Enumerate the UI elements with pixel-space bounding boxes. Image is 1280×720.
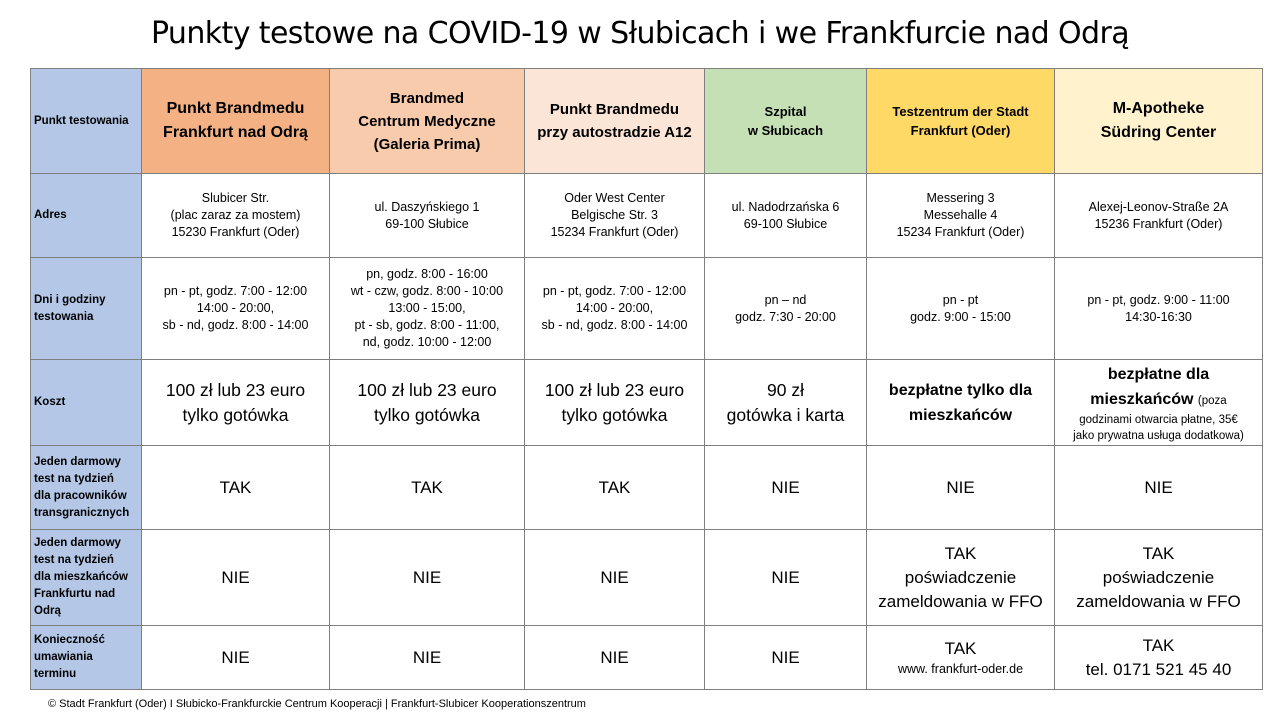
address-line: 69-100 Słubice xyxy=(743,216,828,231)
row-label-line: dla pracowników xyxy=(34,489,127,502)
address-line: Messering 3 xyxy=(926,191,995,205)
address-line: 15234 Frankfurt (Oder) xyxy=(896,225,1025,239)
col5-residents xyxy=(867,530,1055,626)
col2-name-line: (Galeria Prima) xyxy=(373,135,481,153)
hours-line: godz. 7:30 - 20:00 xyxy=(735,309,836,324)
row-label-line: terminu xyxy=(34,668,77,680)
cost-note: (poza xyxy=(1197,394,1227,407)
residents-line: TAK xyxy=(1142,543,1175,563)
row-label-line: testowania xyxy=(34,310,94,323)
col2-name-line: Centrum Medyczne xyxy=(358,112,496,130)
col1-residents: NIE xyxy=(142,530,330,626)
col6-residents xyxy=(1055,530,1263,626)
row-label-line: Odrą xyxy=(34,605,61,617)
col6-name-line: Südring Center xyxy=(1100,124,1217,141)
address-line: 15234 Frankfurt (Oder) xyxy=(550,225,679,239)
address-line: (plac zaraz za mostem) xyxy=(170,208,301,222)
cost-line: tylko gotówka xyxy=(373,404,481,425)
hours-line: pn - pt, godz. 7:00 - 12:00 xyxy=(542,284,687,298)
address-line: ul. Nadodrzańska 6 xyxy=(731,199,840,214)
row-umawianie xyxy=(31,626,1263,690)
row-label-line: Frankfurtu nad xyxy=(34,588,116,600)
cost-line: mieszkańców xyxy=(1090,390,1194,408)
col4-address xyxy=(705,174,867,258)
hours-line: godz. 9:00 - 15:00 xyxy=(910,309,1011,324)
col2-appointment: NIE xyxy=(330,626,525,690)
col2-name-line: Brandmed xyxy=(389,89,465,107)
row-label-line: Jeden darmowy xyxy=(34,537,121,549)
row-label-line: test na tydzień xyxy=(34,554,114,566)
row-label-line: transgranicznych xyxy=(34,506,130,519)
row-dni xyxy=(31,258,1263,360)
residents-line: poświadczenie xyxy=(904,567,1017,587)
col6-appointment xyxy=(1055,626,1263,690)
col3-residents: NIE xyxy=(525,530,705,626)
hours-line: 14:30-16:30 xyxy=(1125,309,1192,324)
col6-workers: NIE xyxy=(1055,446,1263,530)
row-label-punkt: Punkt testowania xyxy=(31,69,142,174)
col4-hours xyxy=(705,258,867,360)
col2-cost xyxy=(330,360,525,446)
col5-name-line: Testzentrum der Stadt xyxy=(892,104,1029,119)
col6-hours xyxy=(1055,258,1263,360)
col1-appointment: NIE xyxy=(142,626,330,690)
appointment-line: TAK xyxy=(1142,635,1175,655)
col2-hours xyxy=(330,258,525,360)
address-line: ul. Daszyńskiego 1 xyxy=(374,199,480,214)
cost-line: bezpłatne tylko dla xyxy=(888,381,1033,399)
hours-line: nd, godz. 10:00 - 12:00 xyxy=(362,335,492,349)
test-points-table xyxy=(30,68,1263,690)
col1-name xyxy=(142,69,330,174)
col5-name xyxy=(867,69,1055,174)
col5-cost xyxy=(867,360,1055,446)
col1-name-line: Punkt Brandmedu xyxy=(166,100,305,117)
residents-line: zameldowania w FFO xyxy=(878,591,1043,611)
col4-cost xyxy=(705,360,867,446)
row-adres xyxy=(31,174,1263,258)
hours-line: pn - pt, godz. 9:00 - 11:00 xyxy=(1087,292,1230,307)
row-label-umawianie xyxy=(31,626,142,690)
row-label-line: dla mieszkańców xyxy=(34,571,128,583)
row-pracownicy xyxy=(31,446,1263,530)
hours-line: 13:00 - 15:00, xyxy=(388,301,466,315)
col5-appointment xyxy=(867,626,1055,690)
col3-hours xyxy=(525,258,705,360)
address-line: Slubicer Str. xyxy=(201,191,270,205)
col1-name-line: Frankfurt nad Odrą xyxy=(163,124,308,141)
col5-workers: NIE xyxy=(867,446,1055,530)
col2-workers: TAK xyxy=(330,446,525,530)
hours-line: pn – nd xyxy=(764,292,807,307)
address-line: 15236 Frankfurt (Oder) xyxy=(1094,216,1223,231)
row-label-dni xyxy=(31,258,142,360)
col6-address xyxy=(1055,174,1263,258)
col2-name xyxy=(330,69,525,174)
hours-line: wt - czw, godz. 8:00 - 10:00 xyxy=(350,284,504,298)
cost-line: tylko gotówka xyxy=(561,404,668,425)
cost-line: mieszkańców xyxy=(908,406,1013,424)
residents-line: zameldowania w FFO xyxy=(1076,591,1241,611)
copyright-footer: © Stadt Frankfurt (Oder) I Słubicko-Frankfurckie Centrum Kooperacji | Frankfurt-Slubicer Kooperationszentrum xyxy=(48,698,586,710)
col1-cost xyxy=(142,360,330,446)
hours-line: sb - nd, godz. 8:00 - 14:00 xyxy=(541,318,688,332)
appointment-link[interactable]: www. frankfurt-oder.de xyxy=(897,662,1024,676)
cost-line: 100 zł lub 23 euro xyxy=(357,379,497,400)
cost-note: godzinami otwarcia płatne, 35€ xyxy=(1079,413,1238,426)
cost-line: 90 zł xyxy=(767,379,804,400)
col3-name-line: przy autostradzie A12 xyxy=(537,124,692,141)
col3-cost xyxy=(525,360,705,446)
col4-name xyxy=(705,69,867,174)
hours-line: 14:00 - 20:00, xyxy=(575,301,654,315)
row-punkt xyxy=(31,69,1263,174)
row-label-line: umawiania xyxy=(34,651,93,663)
col5-address xyxy=(867,174,1055,258)
cost-line: 100 zł lub 23 euro xyxy=(544,379,685,400)
col1-hours xyxy=(142,258,330,360)
col6-cost xyxy=(1055,360,1263,446)
hours-line: 14:00 - 20:00, xyxy=(196,301,275,315)
address-line: Oder West Center xyxy=(564,191,665,205)
col4-residents: NIE xyxy=(705,530,867,626)
hours-line: pn - pt, godz. 7:00 - 12:00 xyxy=(163,284,308,298)
row-koszt xyxy=(31,360,1263,446)
row-label-line: Jeden darmowy xyxy=(34,455,121,468)
hours-line: pn, godz. 8:00 - 16:00 xyxy=(366,267,488,281)
cost-note: jako prywatna usługa dodatkowa) xyxy=(1073,429,1244,442)
col3-appointment: NIE xyxy=(525,626,705,690)
cost-line: bezpłatne dla xyxy=(1107,365,1210,383)
col3-workers: TAK xyxy=(525,446,705,530)
col5-name-line: Frankfurt (Oder) xyxy=(910,123,1011,138)
col4-appointment: NIE xyxy=(705,626,867,690)
address-line: Messehalle 4 xyxy=(923,208,998,222)
hours-line: pt - sb, godz. 8:00 - 11:00, xyxy=(354,318,500,332)
row-mieszkancy xyxy=(31,530,1263,626)
hours-line: pn - pt xyxy=(942,292,979,307)
address-line: 69-100 Słubice xyxy=(385,216,469,231)
col1-address xyxy=(142,174,330,258)
col4-name-line: w Słubicach xyxy=(747,123,824,138)
row-label-pracownicy xyxy=(31,446,142,530)
col3-name-line: Punkt Brandmedu xyxy=(549,101,680,118)
row-label-line: Konieczność xyxy=(34,634,105,646)
row-label-line: test na tydzień xyxy=(34,472,114,485)
address-line: Alexej-Leonov-Straße 2A xyxy=(1088,199,1229,214)
col2-address xyxy=(330,174,525,258)
row-label-line: Dni i godziny xyxy=(34,293,106,306)
cost-line: 100 zł lub 23 euro xyxy=(165,379,306,400)
col3-name xyxy=(525,69,705,174)
appointment-line: TAK xyxy=(944,639,977,658)
col4-workers: NIE xyxy=(705,446,867,530)
address-line: 15230 Frankfurt (Oder) xyxy=(171,225,300,239)
col2-residents: NIE xyxy=(330,530,525,626)
col1-workers: TAK xyxy=(142,446,330,530)
row-label-koszt: Koszt xyxy=(31,360,142,446)
row-label-mieszkancy xyxy=(31,530,142,626)
cost-line: gotówka i karta xyxy=(726,404,845,425)
page-title: Punkty testowe na COVID-19 w Słubicach i we Frankfurcie nad Odrą xyxy=(150,16,1130,51)
cost-line: tylko gotówka xyxy=(182,404,289,425)
row-label-adres: Adres xyxy=(31,174,142,258)
hours-line: sb - nd, godz. 8:00 - 14:00 xyxy=(162,318,309,332)
residents-line: poświadczenie xyxy=(1102,567,1215,587)
col3-address xyxy=(525,174,705,258)
address-line: Belgische Str. 3 xyxy=(571,208,658,222)
col6-name xyxy=(1055,69,1263,174)
appointment-phone: tel. 0171 521 45 40 xyxy=(1085,659,1232,679)
col4-name-line: Szpital xyxy=(764,104,807,119)
residents-line: TAK xyxy=(944,543,977,563)
col5-hours xyxy=(867,258,1055,360)
col6-name-line: M-Apotheke xyxy=(1112,100,1205,117)
